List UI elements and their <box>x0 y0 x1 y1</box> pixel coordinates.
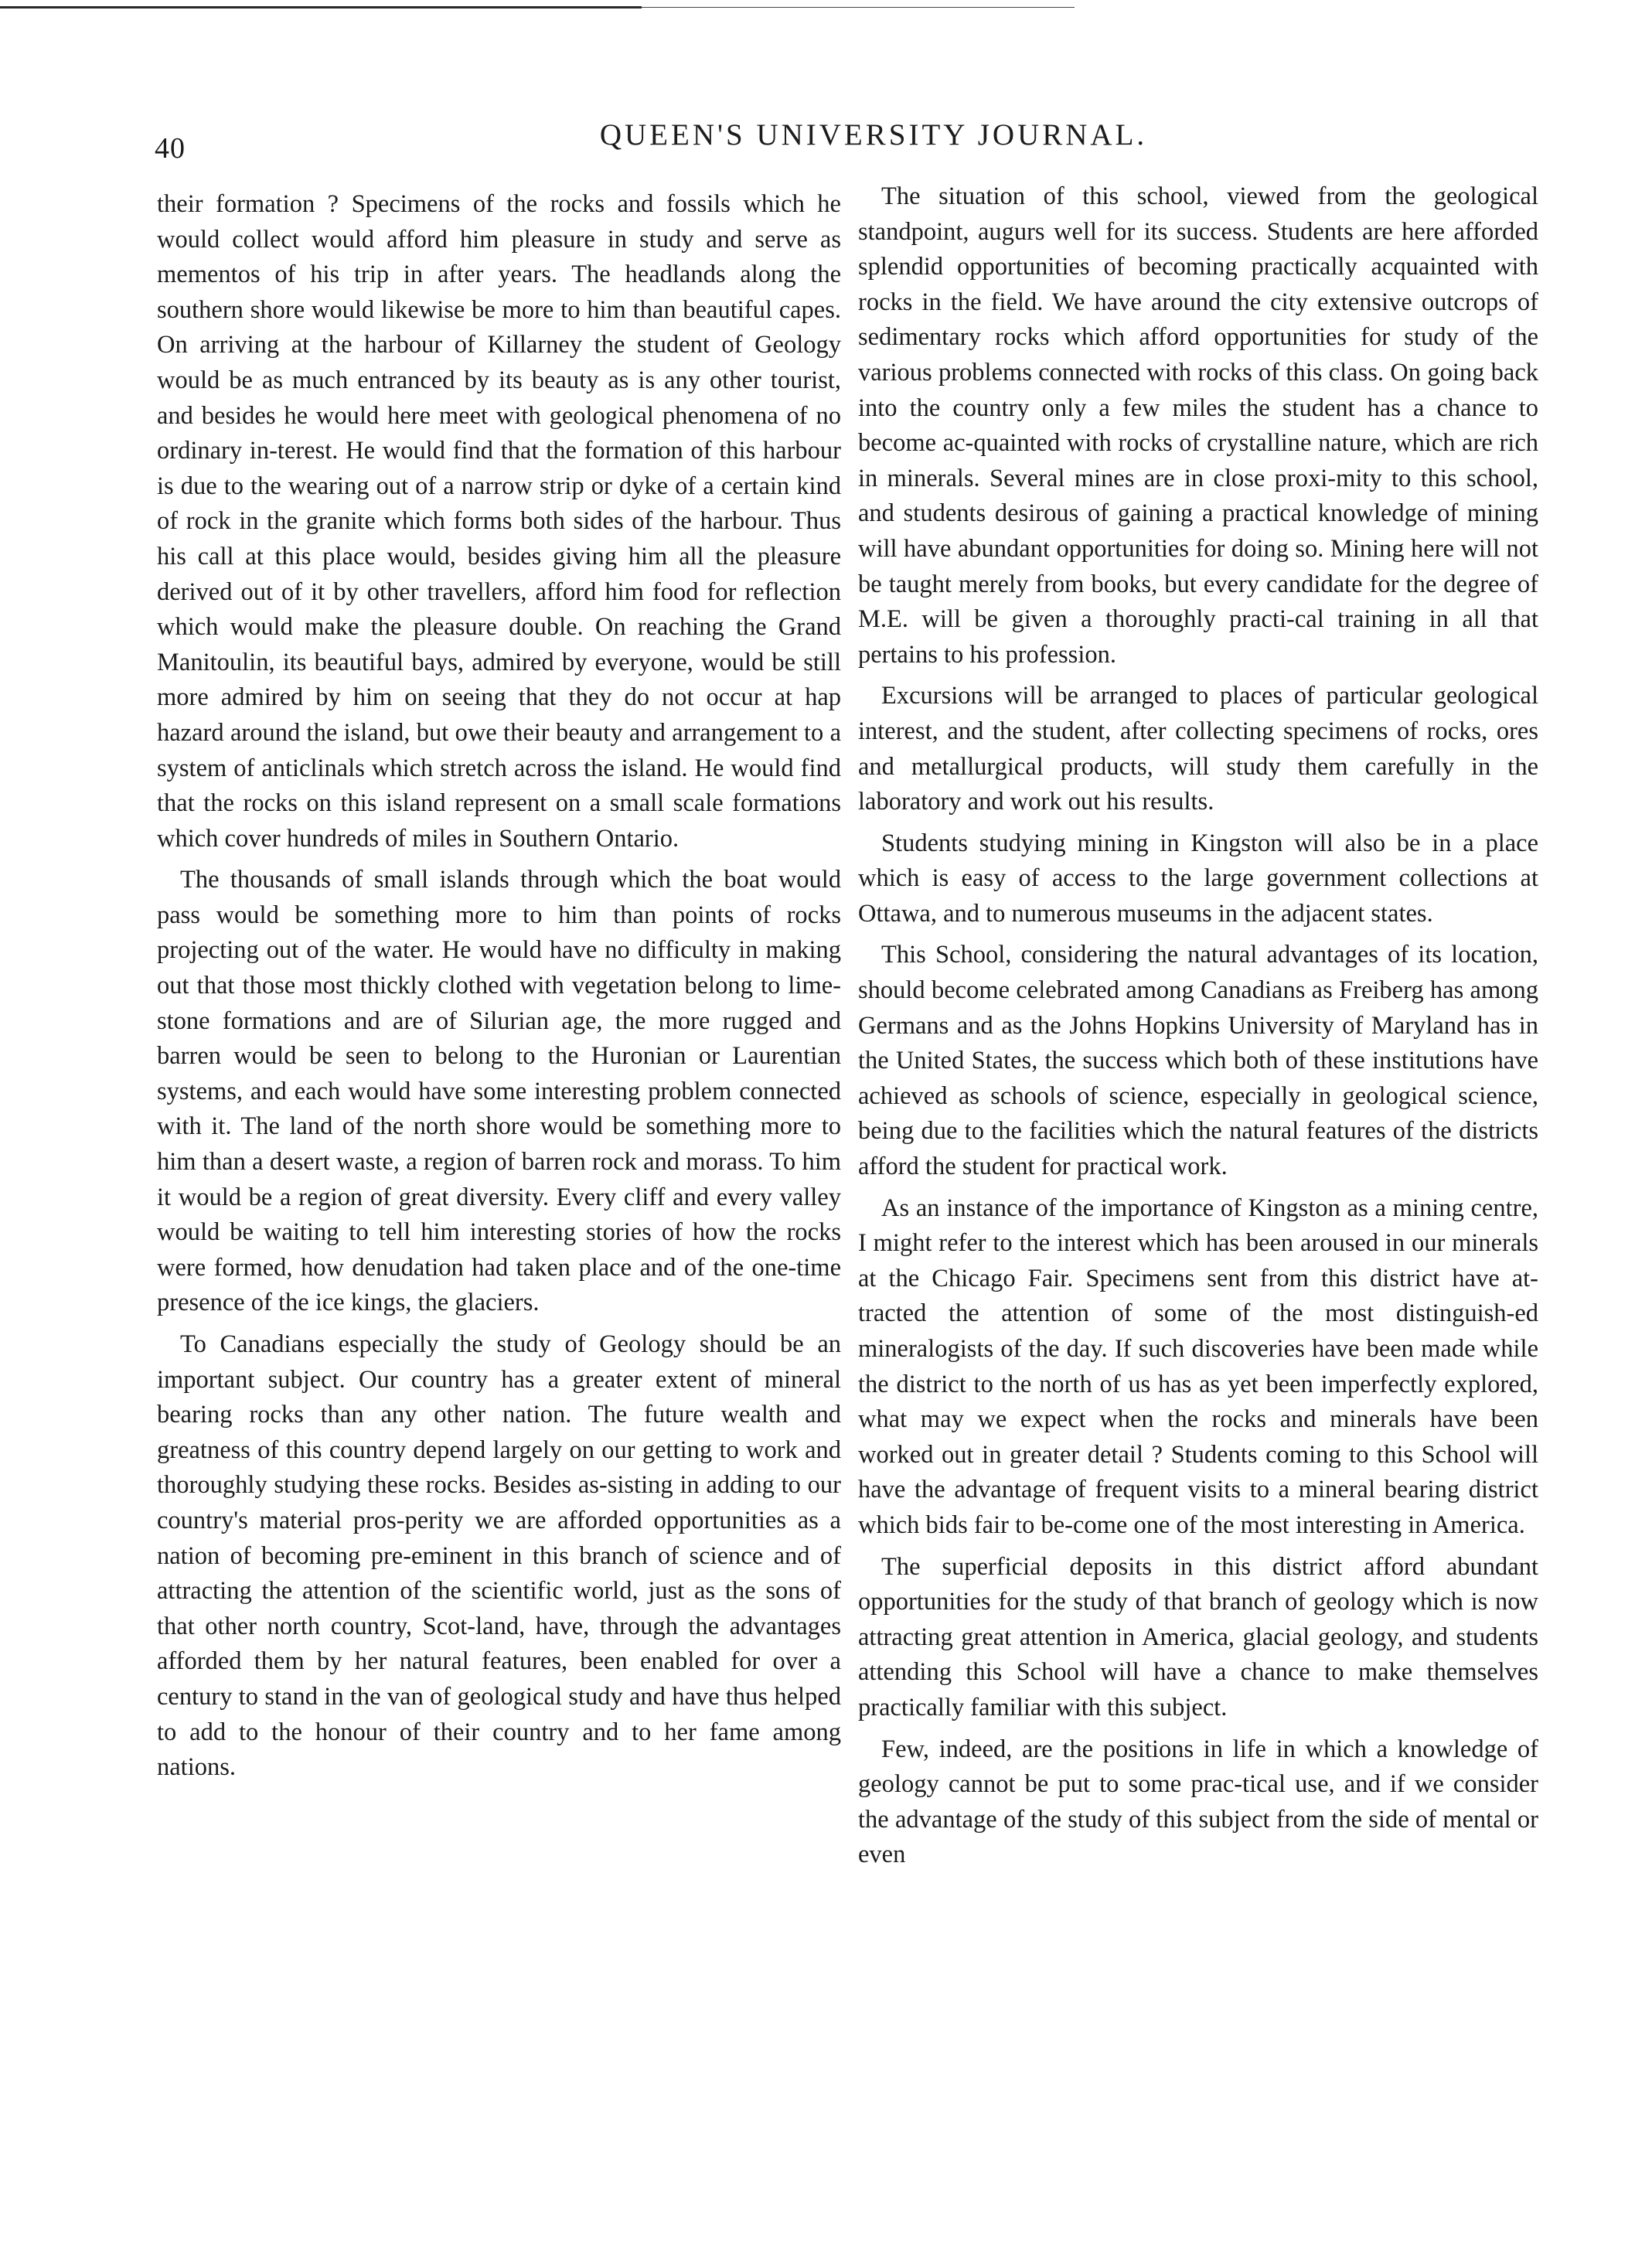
top-border-rule-thin <box>642 7 1075 8</box>
paragraph: Few, indeed, are the positions in life in which a knowledge of geology cannot be put to some prac-tical use, and if we consider the advantage of the study of this subject from the side of mental or even <box>858 1735 1538 1869</box>
right-column <box>858 179 1538 1873</box>
paragraph: The thousands of small islands through which the boat would pass would be something more to him than points of rocks projecting out of the water. He would have no difficulty in making out that those most thickly clothed with vegetation belong to lime-stone formations and are of Silurian age, the more rugged and barren would be seen to belong to the Huronian or Laurentian systems, and each would have some interesting problem connected with it. The land of the north shore would be something more to him than a desert waste, a region of barren rock and morass. To him it would be a region of great diversity. Every cliff and every valley would be waiting to tell him interesting stories of how the rocks were formed, how denudation had taken place and of the one-time presence of the ice kings, the glaciers. <box>157 866 841 1317</box>
paragraph: This School, considering the natural advantages of its location, should become celebrated among Canadians as Freiberg has among Germans and as the Johns Hopkins University of Maryland has in the United States, the success which both of these institutions have achieved as schools of science, especially in geological science, being due to the facilities which the natural features of the districts afford the student for practical work. <box>858 941 1538 1181</box>
paragraph: Excursions will be arranged to places of particular geological interest, and the student, after collecting specimens of rocks, ores and metallurgical products, will study them carefully in the laboratory and work out his results. <box>858 682 1538 816</box>
paragraph: As an instance of the importance of Kingston as a mining centre, I might refer to the interest which has been aroused in our minerals at the Chicago Fair. Specimens sent from this district have at-tracted the attention of some of the most distinguish-ed mineralogists of the day. If such discoveries have been made while the district to the north of us has as yet been imperfectly explored, what may we expect when the rocks and minerals have been worked out in greater detail ? Students coming to this School will have the advantage of frequent visits to a mineral bearing district which bids fair to be-come one of the most interesting in America. <box>858 1194 1538 1539</box>
paragraph: The superficial deposits in this district afford abundant opportunities for the study of that branch of geology which is now attracting great attention in America, glacial geology, and students attending this School will have a chance to make themselves practically familiar with this subject. <box>858 1552 1538 1721</box>
top-border-rule <box>0 6 642 9</box>
paragraph: Students studying mining in Kingston will also be in a place which is easy of access to the large government collections at Ottawa, and to numerous museums in the adjacent states. <box>858 829 1538 928</box>
page-number: 40 <box>155 132 186 165</box>
paragraph: their formation ? Specimens of the rocks and fossils which he would collect would afford him pleasure in study and serve as mementos of his trip in after years. The headlands along the southern shore would likewise be more to him than beautiful capes. On arriving at the harbour of Killarney the student of Geology would be as much entranced by its beauty as is any other tourist, and besides he would here meet with geological phenomena of no ordinary in-terest. He would find that the formation of this harbour is due to the wearing out of a narrow strip or dyke of a certain kind of rock in the granite which forms both sides of the harbour. Thus his call at this place would, besides giving him all the pleasure derived out of it by other travellers, afford him food for reflection which would make the pleasure double. On reaching the Grand Manitoulin, its beautiful bays, admired by everyone, would be still more admired by him on seeing that they do not occur at hap hazard around the island, but owe their beauty and arrangement to a system of anticlinals which stretch across the island. He would find that the rocks on this island represent on a small scale formations which cover hundreds of miles in Southern Ontario. <box>157 190 841 853</box>
left-column <box>157 187 841 1786</box>
paragraph: To Canadians especially the study of Geology should be an important subject. Our country has a greater extent of mineral bearing rocks than any other nation. The future wealth and greatness of this country depend largely on our getting to work and thoroughly studying these rocks. Besides as-sisting in adding to our country's material pros-perity we are afforded opportunities as a nation of becoming pre-eminent in this branch of science and of attracting the attention of the scientific world, just as the sons of that other north country, Scot-land, have, through the advantages afforded them by her natural features, been enabled for over a century to stand in the van of geological study and have thus helped to add to the honour of their country and to her fame among nations. <box>157 1330 841 1782</box>
journal-title: QUEEN'S UNIVERSITY JOURNAL. <box>599 118 1148 152</box>
paragraph: The situation of this school, viewed from the geological standpoint, augurs well for its success. Students are here afforded splendid opportunities of becoming practically acquainted with rocks in the field. We have around the city extensive outcrops of sedimentary rocks which afford opportunities for study of the various problems connected with rocks of this class. On going back into the country only a few miles the student has a chance to become ac-quainted with rocks of crystalline nature, which are rich in minerals. Several mines are in close proxi-mity to this school, and students desirous of gaining a practical knowledge of mining will have abundant opportunities for doing so. Mining here will not be taught merely from books, but every candidate for the degree of M.E. will be given a thoroughly practi-cal training in all that pertains to his profession. <box>858 182 1538 669</box>
